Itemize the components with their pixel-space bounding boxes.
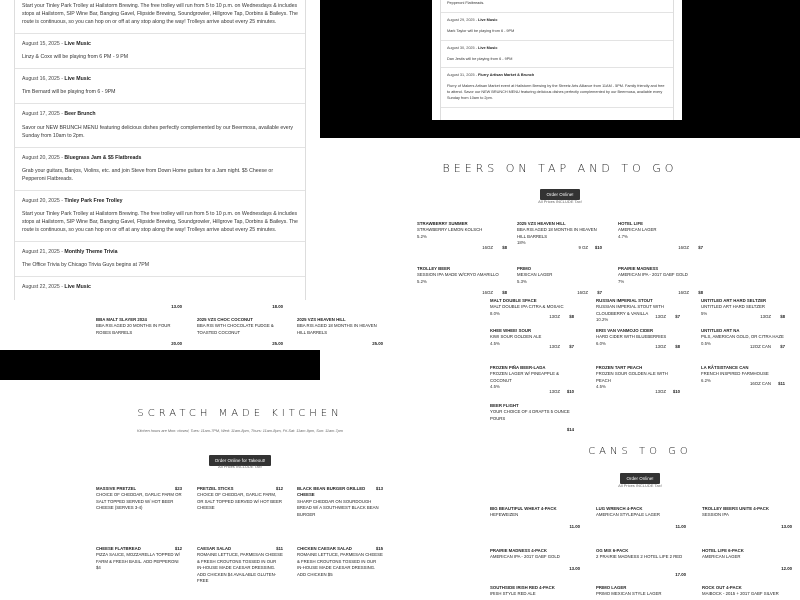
cans-item-desc: PRIMO MEXICAN STYLE LAGER: [596, 591, 662, 597]
beers-item: [490, 328, 574, 350]
calendar-event-desc: Pepperoni Flatbreads.: [447, 1, 485, 5]
strip-item: [297, 317, 383, 347]
beers-item-size: 13OZ: [549, 313, 560, 319]
beers-item-size: 13OZ: [549, 388, 560, 394]
beers-item: [490, 365, 574, 395]
cans-item-name: OG MIX 6-PACK: [596, 548, 629, 553]
cans-item-name: HOTEL LIFE 6-PACK: [702, 548, 744, 553]
calendar-event-title[interactable]: Flurry Artisan Market & Brunch: [478, 73, 535, 78]
cans-item-name: SOUTHSIDE IRISH RED 4-PACK: [490, 585, 555, 590]
kitchen-item-desc: CHOICE OF CHEDDAR, GARLIC PARM OR SALT TOPPED SERVED W/ HOT BEER CHEESE (SERVES 3-4): [96, 492, 182, 511]
events-event-date: August 16, 2025: [22, 76, 60, 83]
cans-item-name: LUG WRENCH 4-PACK: [596, 506, 643, 511]
beers-item-price: $10: [566, 388, 574, 394]
calendar-event-title[interactable]: Live Music: [478, 45, 498, 50]
kitchen-item-name: MASSIVE PRETZEL: [96, 486, 137, 491]
beers-item: [417, 266, 507, 296]
calendar-event: [441, 13, 673, 41]
cans-item: [596, 506, 686, 530]
events-event-date: August 20, 2025: [22, 154, 60, 161]
beers-item-desc: SESSION IPA MADE W/CRYO AMARILLO: [417, 272, 499, 278]
beers-item-desc: MEXICAN LAGER: [517, 272, 553, 278]
beers-item-abv: 18%: [517, 240, 526, 246]
beers-item-abv: 10.2%: [596, 317, 609, 323]
kitchen-item: [197, 546, 283, 594]
beers-item-price: $8: [569, 313, 574, 319]
strip-item-price: 20.00: [171, 340, 182, 346]
calendar-event-title[interactable]: Live Music: [478, 17, 498, 22]
beers-item-size: 16OZ: [482, 289, 493, 295]
beers-item-size: 13OZ: [655, 313, 666, 319]
calendar-event-desc: Flurry of Makers Artisan Market event at Hailstorm Brewing by the Streetz Arts Alliance from 11AM - 5PM. Family friendly and free to attend. Savor our NEW BRUNCH MENU featuring delicious dishes perfectly complemented by our Beermosa, available every Sunday from 10am to 2pm.: [447, 84, 665, 100]
strip-item-price: 25.00: [272, 340, 283, 346]
beers-heading: BEERS ON TAP AND TO GO: [442, 162, 678, 175]
events-event-header: August 20, 2025 - Tinley Park Free Trolley: [22, 197, 123, 204]
events-event-title[interactable]: Live Music: [64, 76, 91, 83]
kitchen-item-price: $15: [375, 546, 383, 551]
beers-item-desc: AMERICAN IPA - 2017 GABF GOLD: [618, 272, 688, 278]
events-event-title[interactable]: Monthly Theme Trivia: [64, 249, 118, 256]
beers-item-price: $11: [778, 380, 785, 386]
beers-item-abv: 6.0%: [596, 340, 606, 346]
kitchen-item: [96, 546, 182, 586]
kitchen-item-name: PRETZEL STICKS: [197, 486, 234, 491]
calendar-event: [441, 68, 673, 108]
kitchen-item-price: $11: [276, 546, 283, 551]
strip-item-desc: BBA RIS AGED 20 MONTHS IN FOUR ROSES BARRELS: [96, 323, 171, 335]
beers-item-size: 13OZ: [655, 343, 666, 349]
events-event-header: August 16, 2025 - Live Music: [22, 76, 91, 83]
cans-item: [490, 548, 580, 572]
beers-item-desc: RUSSIAN IMPERIAL STOUT WITH CLOUDBERRY & VANILLA: [596, 304, 664, 316]
beers-item-name: 2025 VZS HEAVEN HILL: [517, 221, 566, 226]
events-event-header: August 15, 2025 - Live Music: [22, 41, 91, 48]
events-event-date: August 22, 2025: [22, 284, 60, 291]
beers-item-price: $10: [594, 244, 602, 250]
beers-item: [517, 266, 602, 296]
events-event-date: August 15, 2025: [22, 41, 60, 48]
cans-item-name: TROLLEY BEERS UNITE 4-PACK: [702, 506, 769, 511]
beers-item-size: 16OZ: [577, 289, 588, 295]
cans-item-name: PRAIRIE MADNESS 4-PACK: [490, 548, 547, 553]
beers-item-size: 16OZ CAN: [749, 380, 771, 386]
beers-item-size: 9 OZ: [578, 244, 588, 250]
beers-item-desc: PILS, AMERICAN GOLD, OR CITRA HAZE: [701, 334, 784, 340]
beers-item-abv: 5.3%: [517, 278, 527, 284]
beers-item-desc: MALT DOUBLE IPA CITRA & MOSAIC: [490, 304, 564, 310]
cans-item-desc: 2 PRAIRIE MADNESS 2 HOTEL LIFE 2 RED: [596, 554, 683, 560]
events-event: [15, 242, 305, 277]
cans-item: [596, 585, 686, 599]
calendar-event-header: August 29, 2025 - Live Music: [447, 17, 498, 22]
cans-item-name: BIG BEAUTIFUL WHEAT 4-PACK: [490, 506, 557, 511]
beers-item-abv: 8.0%: [490, 310, 500, 316]
beers-item-name: PRAIRIE MADNESS: [618, 266, 659, 271]
events-event-title[interactable]: Live Music: [64, 284, 91, 291]
kitchen-hours: Kitchen hours are Mon: closed, Tues: 11am-7PM, Wed: 11am-8pm, Thurs: 11am-8pm, Fri-Sat: 11am-9pm, Sun: 11am-7pm: [137, 429, 343, 433]
beers-item-price: $8: [502, 289, 507, 295]
events-event-desc: Start your Tinley Park Trolley at Hailstorm Brewing. The free trolley will run from 5 to 10 p.m. on Wednesdays & includes stops at Hailstorm, SIP Wine Bar, Banging Gavel, Flipside Brewing, Soundgrowler, Hillgrove Tap, Dorbins & Baileys. The route is continuous, so you can hop on or off at any stop along the way! Trolleys arrive about every 25 minutes.: [22, 3, 298, 26]
cans-item-name: ROCK OUT 4-PACK: [702, 585, 742, 590]
beers-item: [618, 266, 703, 296]
beers-item: [490, 298, 574, 320]
events-event: [15, 69, 305, 104]
cans-tax-note: All Prices INCLUDE Tax!: [618, 483, 662, 488]
beers-tax-note: All Prices INCLUDE Tax!: [538, 199, 582, 204]
beers-item-name: FROZEN TART PEACH: [596, 365, 643, 370]
beers-item: [596, 298, 680, 323]
beers-item-desc: UNTITLED ART HARD SELTZER: [701, 304, 765, 310]
kitchen-menu: [0, 380, 480, 600]
kitchen-heading: SCRATCH MADE KITCHEN: [137, 408, 343, 419]
events-event: [15, 148, 305, 191]
strip-item-desc: BBA RIS AGED 18 MONTHS IN HEAVEN HILL BARRELS: [297, 323, 377, 335]
events-event-desc: Grab your guitars, Banjos, Violins, etc. and join Steve from Down Home guitars for a Jam night. $5 Cheese or Pepperoni Flatbreads.: [22, 167, 274, 182]
events-event: [15, 104, 305, 147]
beers-item-size: 16OZ: [678, 289, 689, 295]
events-panel: [0, 0, 320, 300]
calendar-panel: [432, 0, 682, 120]
calendar-list[interactable]: [440, 0, 674, 120]
events-event-desc: Start your Tinley Park Trolley at Hailstorm Brewing. The free trolley will run from 5 to 10 p.m. on Wednesdays & includes stops at Hailstorm, SIP Wine Bar, Banging Gavel, Flipside Brewing, Soundgrowler, Hillgrove Tap, Dorbins & Baileys. The route is continuous, so you can hop on or off at any stop along the way! Trolleys arrive about every 25 minutes.: [22, 210, 298, 233]
events-event: [15, 0, 305, 34]
strip-item-price: 25.00: [372, 340, 383, 346]
beers-item-name: MALT DOUBLE SPACE: [490, 298, 537, 303]
kitchen-item-price: $13: [375, 486, 383, 491]
beers-item-name: TROLLEY BEER: [417, 266, 451, 271]
calendar-event: [441, 0, 673, 13]
cans-item-price: 17.00: [675, 571, 686, 577]
cans-menu: [480, 438, 800, 600]
beers-item-desc: AMERICAN LAGER: [618, 227, 657, 233]
kitchen-item-desc: ROMAINE LETTUCE, PARMESAN CHEESE & FRESH CROUTONS TOSSED IN OUR IN-HOUSE MADE CAESAR DRESSING. ADD CHICKEN $4 AVAILABLE GLUTEN-FREE: [197, 552, 283, 584]
strip-item-desc: BBA RIS WITH CHOCOLATE FUDGE & TOASTED COCONUT: [197, 323, 274, 335]
strip-item: [197, 317, 283, 347]
events-event-date: August 17, 2025: [22, 111, 60, 118]
beers-item-abv: 5.2%: [417, 233, 427, 239]
calendar-event-date: August 29, 2025: [447, 17, 475, 22]
beers-item-name: PRIMO: [517, 266, 532, 271]
kitchen-item-name: CAESAR SALAD: [197, 546, 232, 551]
kitchen-item-name: CHICKEN CAESAR SALAD: [297, 546, 352, 551]
events-event-desc: Savor our NEW BRUNCH MENU featuring delicious dishes perfectly complemented by our Beermosa, available every Sunday from 10am to 2pm.: [22, 124, 294, 139]
beers-item-name: HOTEL LIFE: [618, 221, 643, 226]
beers-item-price: $7: [698, 244, 703, 250]
beers-item-price: $7: [780, 343, 785, 349]
cans-item-desc: IRISH STYLE RED ALE: [490, 591, 536, 597]
beers-item-abv: 6.2%: [701, 377, 711, 383]
beers-item-abv: 4.5%: [490, 384, 500, 390]
beers-item: [596, 328, 680, 350]
cans-item-price: 13.00: [781, 523, 792, 529]
beers-item-desc: BBA RIS AGED 18 MONTHS IN HEAVEN HILL BARRELS: [517, 227, 597, 239]
kitchen-item-price: $23: [174, 486, 182, 491]
cans-item-desc: AMERICAN LAGER: [702, 554, 741, 560]
beers-item-abv: 0.5%: [701, 340, 711, 346]
cans-item-name: PRIMO LAGER: [596, 585, 627, 590]
cans-item-desc: AMERICAN STYLEPALE LAGER: [596, 512, 660, 518]
events-event-desc: Linzy & Coxx will be playing from 6 PM - 9 PM: [22, 54, 129, 61]
beers-item-desc: YOUR CHOICE OF 4 DRAFTS 5 OUNCE POURS: [490, 409, 570, 421]
beers-item: [490, 403, 574, 433]
cans-item: [702, 506, 792, 530]
calendar-event-date: August 31, 2025: [447, 73, 475, 78]
beers-item-price: $7: [675, 313, 680, 319]
beers-item-desc: FROZEN LAGER W/ PINEAPPLE & COCONUT: [490, 371, 560, 383]
beers-order-button[interactable]: Order Online!: [540, 189, 579, 200]
strip-item: [197, 300, 283, 310]
calendar-event-desc: Dan Jestis will be playing from 6 - 9PM: [447, 56, 513, 61]
kitchen-item: [297, 546, 383, 586]
cans-item: [490, 506, 580, 530]
cans-item-desc: MAIBOCK - 2015 + 2017 GABF SILVER: [702, 591, 779, 597]
strip-item-name: BBA MALT SLAYER 2024: [96, 317, 147, 322]
cans-item-price: 12.00: [781, 565, 792, 571]
kitchen-order-button[interactable]: Order Online for Takeout!: [209, 455, 271, 466]
beers-item-price: $8: [502, 244, 507, 250]
beers-item-name: UNTITLED ART NA: [701, 328, 740, 333]
beers-item: [701, 328, 785, 350]
beers-item-name: STRAWBERRY SUMMER: [417, 221, 468, 226]
beers-item-desc: HARD CIDER WITH BLUEBERRIES: [596, 334, 667, 340]
events-event-desc: The Office Trivia by Chicago Trivia Guys begins at 7PM: [22, 262, 150, 269]
beers-item-size: 13OZ: [760, 313, 771, 319]
kitchen-item-name: CHEESE FLATBREAD: [96, 546, 141, 551]
beers-item-price: $8: [780, 313, 785, 319]
beers-item-price: $10: [672, 388, 680, 394]
kitchen-item: [96, 486, 182, 526]
cans-item-desc: AMERICAN IPA - 2017 GABF GOLD: [490, 554, 560, 560]
beers-item-size: 16OZ: [678, 244, 689, 250]
events-event-title[interactable]: Bluegrass Jam & $5 Flatbreads: [64, 154, 142, 161]
beers-item-price: $8: [675, 343, 680, 349]
cans-item-price: 11.00: [569, 523, 580, 529]
beers-item-abv: 5%: [701, 310, 708, 316]
events-event-title[interactable]: Beer Brunch: [64, 111, 96, 118]
calendar-event-date: August 30, 2025: [447, 45, 475, 50]
beers-item-abv: 4.5%: [490, 340, 500, 346]
strip-item: [96, 317, 182, 347]
strip-panel: [0, 300, 384, 350]
beers-item-name: RUSSIAN IMPERIAL STOUT: [596, 298, 653, 303]
beers-item-price: $8: [698, 289, 703, 295]
kitchen-item-price: $12: [275, 486, 283, 491]
events-event-date: August 20, 2025: [22, 197, 60, 204]
kitchen-item-name: BLACK BEAN BURGER GRILLED CHEESE: [297, 486, 366, 498]
cans-item: [702, 585, 792, 599]
events-event-header: August 21, 2025 - Monthly Theme Trivia: [22, 249, 118, 256]
beers-item-size: 13OZ: [655, 388, 666, 394]
calendar-event-header: August 31, 2025 - Flurry Artisan Market & Brunch: [447, 73, 535, 78]
cans-item-price: 13.00: [569, 565, 580, 571]
beers-item-desc: FRENCH INSPIRED FARMHOUSE: [701, 371, 769, 377]
beers-item: [517, 221, 602, 251]
events-event-title[interactable]: Live Music: [64, 41, 91, 48]
beers-item-desc: FROZEN SOUR GOLDEN ALE WITH PEACH: [596, 371, 668, 383]
beers-item-size: 16OZ: [482, 244, 493, 250]
beers-item: [417, 221, 507, 251]
events-event-header: August 17, 2025 - Beer Brunch: [22, 111, 96, 118]
beers-item-size: 12OZ CAN: [749, 343, 771, 349]
beers-item-abv: 5.2%: [417, 278, 427, 284]
calendar-event-header: August 30, 2025 - Live Music: [447, 45, 498, 50]
strip-item-name: 2025 VZS HEAVEN HILL: [297, 317, 346, 322]
beers-item: [701, 298, 785, 320]
beers-item-price: $14: [566, 426, 574, 432]
beers-item: [701, 365, 785, 387]
cans-item: [490, 585, 580, 599]
cans-order-button[interactable]: Order Online!: [620, 473, 659, 484]
events-event: [15, 277, 305, 300]
cans-item-price: 11.00: [675, 523, 686, 529]
events-event-desc: Tim Bernard will be playing from 6 - 9PM: [22, 89, 116, 96]
beers-item-desc: STRAWBERRY LEMON KOLSCH: [417, 227, 483, 233]
kitchen-item-price: $12: [174, 546, 182, 551]
kitchen-item: [197, 486, 283, 526]
events-list[interactable]: [14, 0, 306, 300]
beers-item-desc: KIWI SOUR GOLDEN ALE: [490, 334, 542, 340]
calendar-event-desc: Mark Taylor will be playing from 6 - 9PM: [447, 28, 515, 33]
events-event: [15, 34, 305, 69]
calendar-event: [441, 41, 673, 69]
beers-item-abv: 4.7%: [618, 233, 628, 239]
events-event-title[interactable]: Tinley Park Free Trolley: [64, 197, 123, 204]
beers-item-size: 13OZ: [549, 343, 560, 349]
strip-item-price: 13.00: [171, 303, 182, 309]
cans-item: [702, 548, 792, 572]
beers-item-price: $7: [569, 343, 574, 349]
beers-item-name: UNTITLED ART HARD SELTZER: [701, 298, 767, 303]
strip-item-name: 2025 VZS CHOC COCONUT: [197, 317, 253, 322]
beers-item-abv: 7%: [618, 278, 625, 284]
strip-item: [96, 300, 182, 310]
beers-item-name: KHEE WHEE! SOUR: [490, 328, 532, 333]
beers-item-name: FROZEN PIÑA BEER-LADA: [490, 365, 546, 370]
beers-item-abv: 4.5%: [596, 384, 606, 390]
kitchen-item-desc: SHARP CHEDDAR ON SOURDOUGH BREAD W/ A SOUTHWEST BLACK BEAN BURGER: [297, 498, 379, 517]
strip-item-price: 18.00: [272, 303, 283, 309]
events-event: [15, 191, 305, 242]
beers-item-name: BEER FLIGHT: [490, 403, 519, 408]
events-event-date: August 21, 2025: [22, 249, 60, 256]
beers-item-name: LA RÂTSISTANCE CAN: [701, 365, 749, 370]
cans-item-desc: SESSION IPA: [702, 512, 729, 518]
cans-item-desc: HEFEWEIZEN: [490, 512, 519, 518]
kitchen-item-desc: ROMAINE LETTUCE, PARMESAN CHEESE & FRESH CROUTONS TOSSED IN OUR IN-HOUSE MADE CAESAR DRESSING. ADD CHICKEN $5: [297, 552, 383, 577]
beers-item: [618, 221, 703, 251]
kitchen-item-desc: PIZZA SAUCE, MOZZARELLA TOPPED W/ FARM & FRESH BASIL. ADD PEPPERONI $4: [96, 552, 180, 571]
cans-item: [596, 548, 686, 578]
beers-item: [596, 365, 680, 395]
kitchen-item: [297, 486, 383, 528]
beers-item-price: $7: [597, 289, 602, 295]
cans-heading: CANS TO GO: [588, 446, 692, 457]
events-event-header: August 20, 2025 - Bluegrass Jam & $5 Flatbreads: [22, 154, 142, 161]
beers-item-name: ERIS VAN VANMOJO CIDER: [596, 328, 654, 333]
kitchen-item-desc: CHOICE OF CHEDDAR, GARLIC PARM, OR SALT TOPPED SERVED W/ HOT BEER CHEESE: [197, 492, 283, 511]
kitchen-tax-note: All Prices INCLUDE Tax!: [218, 464, 262, 469]
events-event-header: August 22, 2025 - Live Music: [22, 284, 91, 291]
